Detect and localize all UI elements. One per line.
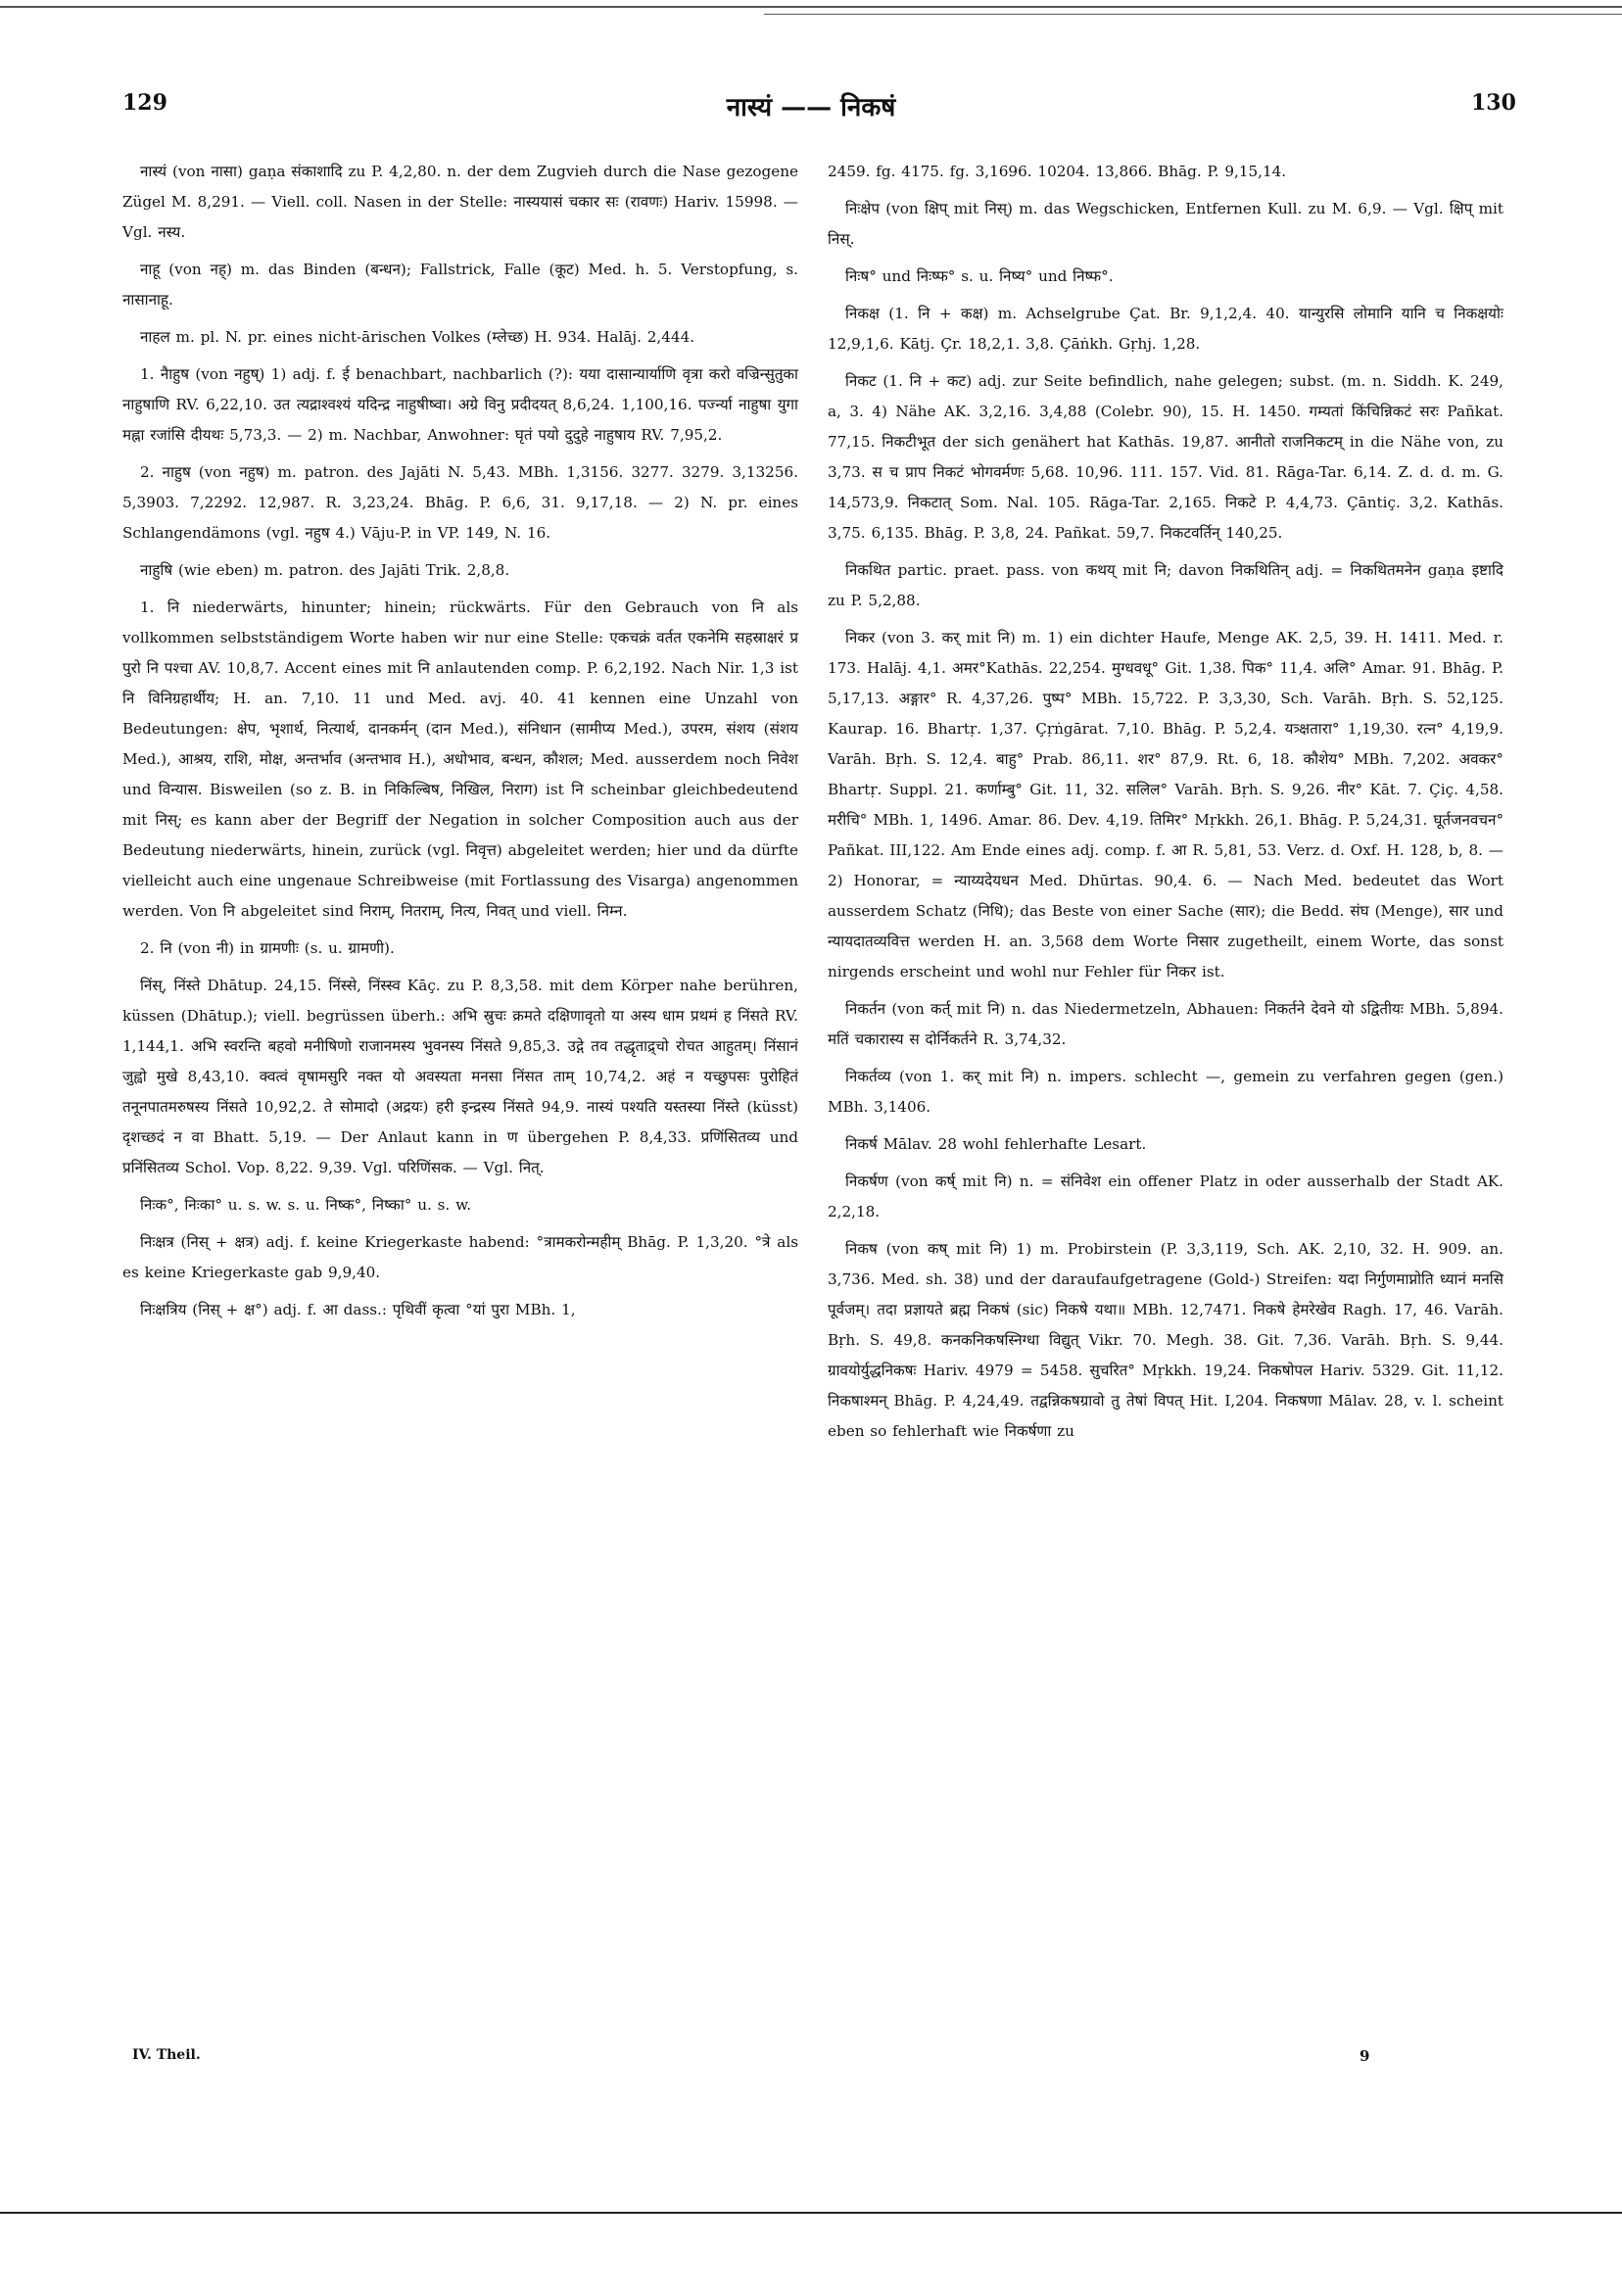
scan-edge-right	[764, 14, 1622, 15]
entry-ni-1: 1. नि niederwärts, hinunter; hinein; rückwärts. Für den Gebrauch von नि als vollkommen selbstständigem Worte haben wir nur eine Stelle: एकचक्रं वर्तत एकनेमि सहस्राक्षरं प्र पुरो नि पश्चा AV. 10,8,7. Accent eines mit नि anlautenden comp. P. 6,2,192. Nach Nir. 1,3 ist नि विनिग्रहार्थीय; H. an. 7,10. 11 und Med. avj. 40. 41 kennen eine Unzahl von Bedeutungen: क्षेप, भृशार्थ, नित्यार्थ, दानकर्मन् (दान Med.), संनिधान (सामीप्य Med.), उपरम, संशय (संशय Med.), आश्रय, राशि, मोक्ष, अन्तर्भाव (अन्तभाव H.), अधोभाव, बन्धन, कौशल; Med. ausserdem noch निवेश und विन्यास. Bisweilen (so z. B. in निकिल्बिष, निखिल, निराग) ist नि scheinbar gleichbedeutend mit निस्; es kann aber der Begriff der Negation in solcher Composition auch aus der Bedeutung niederwärts, hinein, zurück (vgl. निवृत्त) abgeleitet werden; hier und da dürfte vielleicht auch eine ungenaue Schreibweise (mit Fortlassung des Visarga) angenommen werden. Von नि abgeleitet sind निराम्, नितराम्, नित्य, निवत् und viell. निम्न.	[122, 598, 798, 920]
entry-nahushi: नाहुषि (wie eben) m. patron. des Jajāti Trik. 2,8,8.	[140, 561, 510, 579]
entry-nihkshepa: निःक्षेप (von क्षिप् mit निस्) m. das Wegschicken, Entfernen Kull. zu M. 6,9. — Vgl. क्षिप् mit निस्.	[828, 200, 1503, 248]
page-number-right: 130	[1471, 90, 1516, 116]
entry-nahala: नाहल m. pl. N. pr. eines nicht-ārischen Volkes (म्लेच्छ) H. 934. Halāj. 2,444.	[140, 328, 695, 346]
entry-nikaksha: निकक्ष (1. नि + कक्ष) m. Achselgrube Çat. Br. 9,1,2,4. 40. यान्युरसि लोमानि यानि च निकक्षयोः 12,9,1,6. Kātj. Çr. 18,2,1. 3,8. Çāṅkh. Gṛhj. 1,28.	[828, 305, 1503, 353]
entry-nihk: निःक°, निःका° u. s. w. s. u. निष्क°, निष्का° u. s. w.	[140, 1196, 472, 1214]
entry-nikata: निकट (1. नि + कट) adj. zur Seite befindlich, nahe gelegen; subst. (m. n. Siddh. K. 249, a, 3. 4) Nähe AK. 3,2,16. 3,4,88 (Colebr. 90), 15. H. 1450. गम्यतां किंचिन्निकटं सरः Pañkat. 77,15. निकटीभूत der sich genähert hat Kathās. 19,87. आनीतो राजनिकटम् in die Nähe von, zu 3,73. स च प्राप निकटं भोगवर्मणः 5,68. 10,96. 111. 157. Vid. 81. Rāga-Tar. 6,14. Z. d. d. m. G. 14,573,9. निकटात् Som. Nal. 105. Rāga-Tar. 2,165. निकटे P. 4,4,73. Çāntiç. 3,2. Kathās. 3,75. 6,135. Bhāg. P. 3,8, 24. Pañkat. 59,7. निकटवर्तिन् 140,25.	[828, 372, 1503, 542]
entry-nihkshatra: निःक्षत्र (निस् + क्षत्र) adj. f. keine Kriegerkaste habend: °त्रामकरोन्महीम् Bhāg. P. 1,3,20. °त्रे als es keine Kriegerkaste gab 9,9,40.	[122, 1233, 798, 1281]
bottom-rule	[0, 2212, 1622, 2214]
scan-edge-top	[0, 6, 1622, 8]
entry-naha: नाहू (von नह्) m. das Binden (बन्धन); Fallstrick, Falle (कूट) Med. h. 5. Verstopfung, s. नासानाहू.	[122, 261, 798, 309]
right-column	[828, 157, 1503, 1454]
entry-nikathita: निकथित partic. praet. pass. von कथय् mit नि; davon निकथितिन् adj. = निकथितमनेन gaṇa इष्टादि zu P. 5,2,88.	[828, 561, 1503, 609]
page-header	[0, 90, 1622, 129]
entry-nikarsha: निकर्ष Mālav. 28 wohl fehlerhafte Lesart.	[845, 1135, 1147, 1153]
entry-nims: निंस्, निंस्ते Dhātup. 24,15. निंस्से, निंस्स्व Kāç. zu P. 8,3,58. mit dem Körper nahe berühren, küssen (Dhātup.); viell. begrüssen überh.: अभि स्रुचः क्रमते दक्षिणावृतो या अस्य धाम प्रथमं ह निंसते RV. 1,144,1. अभि स्वरन्ति बहवो मनीषिणो राजानमस्य भुवनस्य निंसते 9,85,3. उद्गे तव तद्धृताद्र्चो रोचत आहुतम्। निंसानं जुह्वो मुखे 8,43,10. क्वत्वं वृषामसुरि नक्त यो अवस्यता मनसा निंसत ताम् 10,74,2. अहं न यच्छुपसः पुरोहितं तनूनपातमरुषस्य निंसते 10,92,2. ते सोमादो (अद्रयः) हरी इन्द्रस्य निंसते 94,9. नास्यं पश्यति यस्तस्या निंस्ते (küsst) दृशच्छदं न वा Bhatt. 5,19. — Der Anlaut kann in ण übergehen P. 8,4,33. प्रणिंसितव्य und प्रनिंसितव्य Schol. Vop. 8,22. 9,39. Vgl. परिणिंसक. — Vgl. नित्.	[122, 977, 798, 1176]
entry-nikartavya: निकर्तव्य (von 1. कर् mit नि) n. impers. schlecht —, gemein zu verfahren gegen (gen.) MBh. 3,1406.	[828, 1068, 1503, 1116]
entry-nikarshana: निकर्षण (von कर्ष् mit नि) n. = संनिवेश ein offener Platz in oder ausserhalb der Stadt AK. 2,2,18.	[828, 1172, 1503, 1220]
entry-continuation: 2459. fg. 4175. fg. 3,1696. 10204. 13,866. Bhāg. P. 9,15,14.	[828, 163, 1287, 180]
entry-nahusha-2: 2. नाहुष (von नहुष) m. patron. des Jajāti N. 5,43. MBh. 1,3156. 3277. 3279. 3,13256. 5,3903. 7,2292. 12,987. R. 3,23,24. Bhāg. P. 6,6, 31. 9,17,18. — 2) N. pr. eines Schlangendämons (vgl. नहुष 4.) Vāju-P. in VP. 149, N. 16.	[122, 463, 798, 542]
running-head: नास्यं —— निकषं	[726, 93, 896, 122]
entry-nikara: निकर (von 3. कर् mit नि) m. 1) ein dichter Haufe, Menge AK. 2,5, 39. H. 1411. Med. r. 173. Halāj. 4,1. अमर°Kathās. 22,254. मुग्धवधू° Git. 1,38. पिक° 11,4. अलि° Amar. 91. Bhāg. P. 5,17,13. अङ्गार° R. 4,37,26. पुष्प° MBh. 15,722. P. 3,3,30, Sch. Varāh. Bṛh. S. 52,125. Kaurap. 16. Bhartṛ. 1,37. Çṛṅgārat. 7,10. Bhāg. P. 5,2,4. यत्र्क्षतारा° 1,19,30. रत्न° 4,19,9. Varāh. Bṛh. S. 12,4. बाहु° Prab. 86,11. शर° 87,9. Rt. 6, 18. कौशेय° MBh. 7,202. अवकर° Bhartṛ. Suppl. 21. कर्णाम्बु° Git. 11, 32. सलिल° Varāh. Bṛh. S. 9,26. नीर° Kāt. 7. Çiç. 4,58. मरीचि° MBh. 1, 1496. Amar. 86. Dev. 4,19. तिमिर° Mṛkkh. 26,1. Bhāg. P. 5,24,31. घूर्तजनवचन° Pañkat. III,122. Am Ende eines adj. comp. f. आ R. 5,81, 53. Verz. d. Oxf. H. 128, b, 8. — 2) Honorar, = न्याय्यदेयधन Med. Dhūrtas. 90,4. 6. — Nach Med. bedeutet das Wort ausserdem Schatz (निधि); das Beste von einer Sache (सार); die Bedd. संघ (Menge), सार und न्यायदातव्यवित्त werden H. an. 3,568 dem Worte निसार zugetheilt, einem Worte, das sonst nirgends erscheint und wohl nur Fehler für निकर ist.	[828, 629, 1503, 981]
entry-ni-2: 2. नि (von नी) in ग्रामणीः (s. u. ग्रामणी).	[140, 939, 395, 957]
entry-nihkshatriya: निःक्षत्रिय (निस् + क्ष°) adj. f. आ dass.: पृथिवीं कृत्वा °यां पुरा MBh. 1,	[140, 1301, 576, 1318]
entry-nikartana: निकर्तन (von कर्त् mit नि) n. das Niedermetzeln, Abhauen: निकर्तने देवने यो ऽद्वितीयः MBh. 5,894. मतिं चकारास्य स दोर्निकर्तने R. 3,74,32.	[828, 1000, 1503, 1048]
page-number-left: 129	[122, 90, 167, 116]
entry-nikasha: निकष (von कष् mit नि) 1) m. Probirstein (P. 3,3,119, Sch. AK. 2,10, 32. H. 909. an. 3,736. Med. sh. 38) und der daraufaufgetragene (Gold-) Streifen: यदा निर्गुणमाप्नोति ध्यानं मनसि पूर्वजम्। तदा प्रज्ञायते ब्रह्म निकषं (sic) निकषे यथा॥ MBh. 12,7471. निकषे हेमरेखेव Ragh. 17, 46. Varāh. Bṛh. S. 49,8. कनकनिकषस्निग्धा विद्युत् Vikr. 70. Megh. 38. Git. 7,36. Varāh. Bṛh. S. 9,44. ग्रावयोर्युद्धनिकषः Hariv. 4979 = 5458. सुचरित° Mṛkkh. 19,24. निकषोपल Hariv. 5329. Git. 11,12. निकषाश्मन् Bhāg. P. 4,24,49. तद्वन्निकषग्रावो तु तेषां विपत् Hit. I,204. निकषणा Mālav. 28, v. l. scheint eben so fehlerhaft wie निकर्षणा zu	[828, 1240, 1503, 1440]
volume-note: IV. Theil.	[132, 2047, 201, 2063]
entry-nihsh: निःष° und निःष्फ° s. u. निष्य° und निष्फ°.	[845, 267, 1114, 285]
entry-nasya: नास्यं (von नासा) gaṇa संकाशादि zu P. 4,2,80. n. der dem Zugvieh durch die Nase gezogene Zügel M. 8,291. — Viell. coll. Nasen in der Stelle: नास्ययासं चकार सः (रावणः) Hariv. 15998. — Vgl. नस्य.	[122, 163, 798, 241]
entry-nahusha-1: 1. नैाहुष (von नहुष्) 1) adj. f. ई benachbart, nachbarlich (?): यया दासान्यार्याणि वृत्रा करो वज्रिन्सुतुका नाहुषाणि RV. 6,22,10. उत त्यद्राश्वश्यं यदिन्द्र नाहुषीष्वा। अग्रे विनु प्रदीदयत् 8,6,24. 1,100,16. पर्ज्न्या नाहुषा युगा मह्ना रजांसि दीयथः 5,73,3. — 2) m. Nachbar, Anwohner: घृतं पयो दुदुहे नाहुषाय RV. 7,95,2.	[122, 365, 798, 444]
left-column	[122, 157, 798, 1332]
signature-mark: 9	[1360, 2047, 1370, 2065]
